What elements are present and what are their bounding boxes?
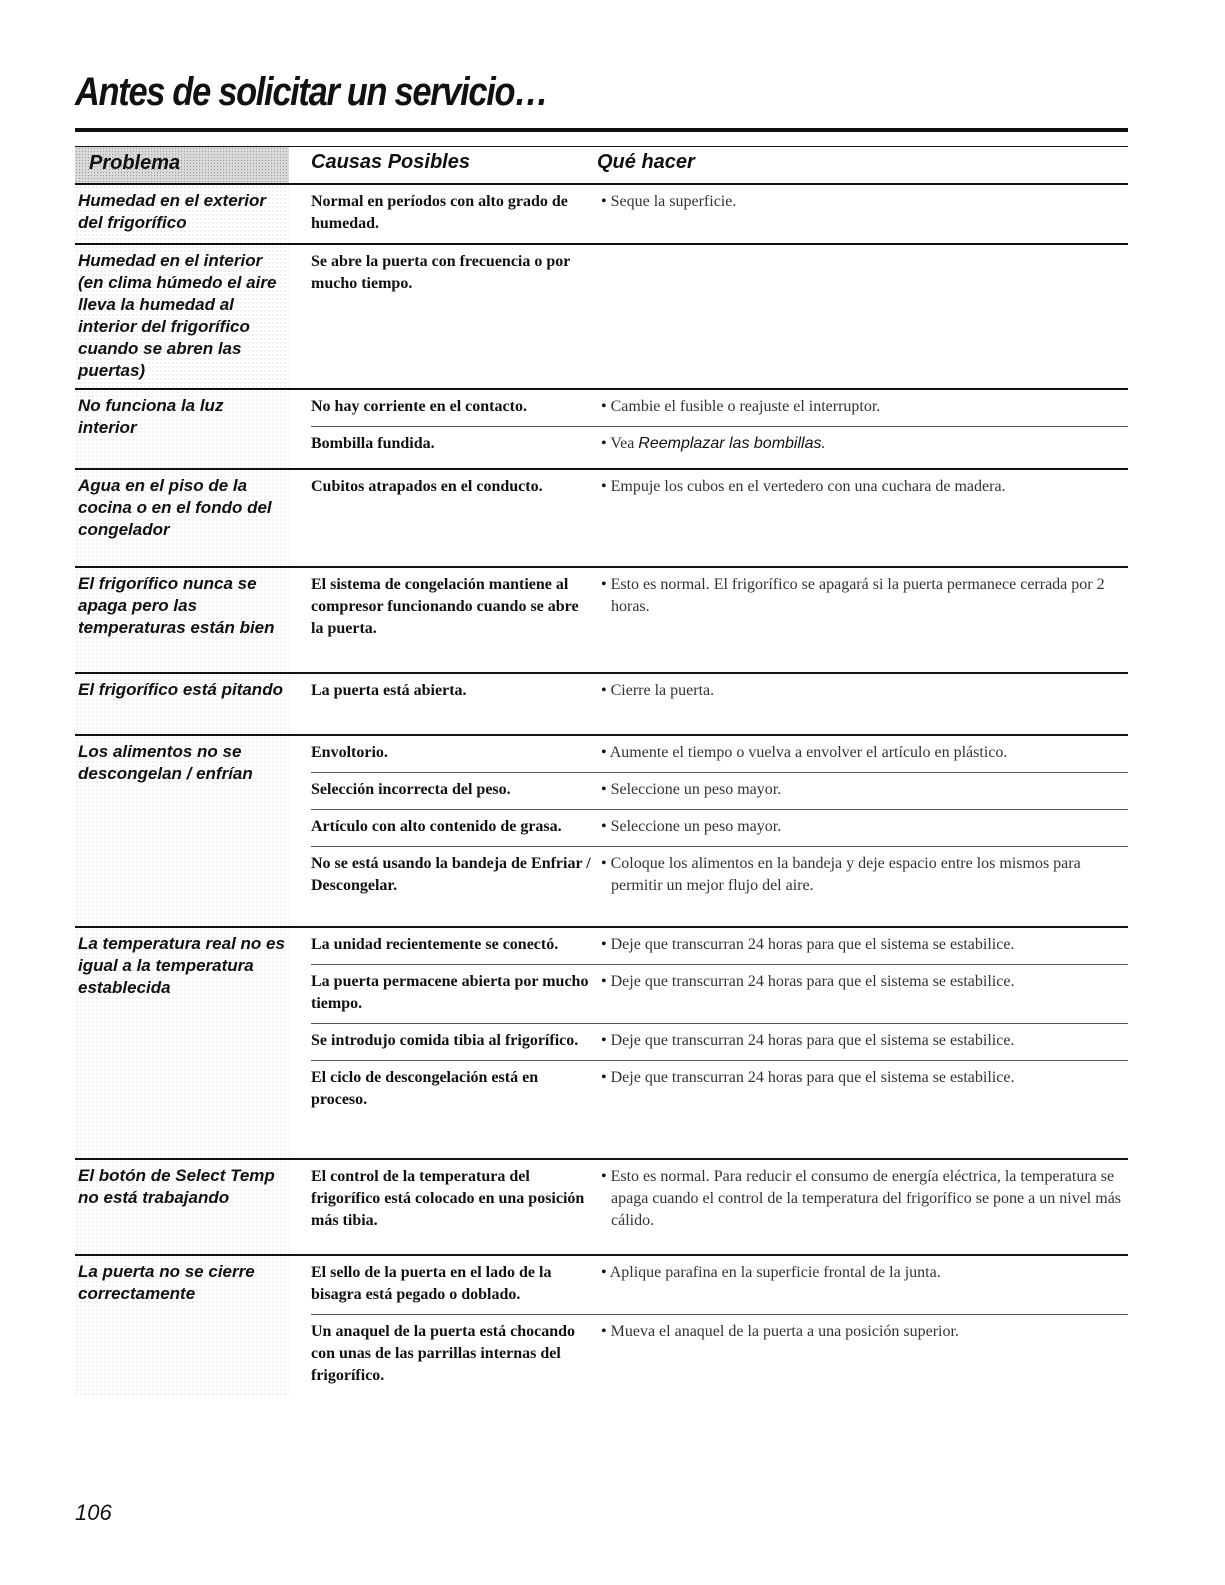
cause-item xyxy=(311,1160,1128,1240)
causes-column xyxy=(289,390,1128,468)
causes-column xyxy=(289,1160,1128,1254)
action-cell xyxy=(597,934,1128,956)
causes-column xyxy=(289,185,1128,243)
causes-column xyxy=(289,674,1128,734)
possible-cause: Un anaquel de la puerta está chocando con unas de las parrillas internas del frigorífico. xyxy=(311,1323,576,1384)
possible-cause: Se abre la puerta con frecuencia o por mucho tiempo. xyxy=(311,253,571,292)
cause-item xyxy=(311,185,1128,243)
possible-cause: La puerta permacene abierta por mucho tiempo. xyxy=(311,973,589,1012)
action-text: Aumente el tiempo o vuelva a envolver el artículo en plástico. xyxy=(609,744,1008,761)
bullet-icon: • xyxy=(601,1323,611,1340)
action-cell xyxy=(597,1321,1128,1387)
table-header xyxy=(75,147,1128,185)
action-text: Esto es normal. Para reducir el consumo de energía eléctrica, la temperatura se apaga cuando el control de la temperatura del frigorífico se pone a un nivel más cálido. xyxy=(610,1168,1122,1229)
bullet-icon: • xyxy=(601,435,611,452)
causes-column xyxy=(289,568,1128,672)
action-cell xyxy=(597,1030,1128,1052)
action-cell xyxy=(597,1166,1128,1232)
possible-cause: No se está usando la bandeja de Enfriar / Descongelar. xyxy=(311,855,591,894)
causes-column xyxy=(289,928,1128,1158)
possible-cause: El sistema de congelación mantiene al compresor funcionando cuando se abre la puerta. xyxy=(311,576,579,637)
cause-item xyxy=(311,1023,1128,1060)
header-causes: Causas Posibles xyxy=(311,151,470,173)
bullet-icon: • xyxy=(601,478,611,495)
bullet-icon: • xyxy=(601,1069,611,1086)
problem-cell: Humedad en el exterior del frigorífico xyxy=(75,185,289,243)
action-cell xyxy=(597,680,1128,702)
action-text: Mueva el anaquel de la puerta a una posición superior. xyxy=(610,1323,959,1340)
page-number: 106 xyxy=(75,1500,112,1525)
possible-cause: Artículo con alto contenido de grasa. xyxy=(311,818,562,835)
bullet-icon: • xyxy=(601,744,610,761)
possible-cause: El ciclo de descongelación está en proceso. xyxy=(311,1069,539,1108)
action-cell xyxy=(597,1262,1128,1306)
bullet-icon: • xyxy=(601,193,611,210)
action-text: Esto es normal. El frigorífico se apagará si la puerta permanece cerrada por 2 horas. xyxy=(610,576,1105,615)
problem-cell: El botón de Select Temp no está trabajando xyxy=(75,1160,289,1254)
causes-column xyxy=(289,245,1128,388)
table-row xyxy=(75,388,1128,468)
possible-cause: Se introdujo comida tibia al frigorífico. xyxy=(311,1032,579,1049)
action-text: Deje que transcurran 24 horas para que el sistema se estabilice. xyxy=(610,936,1015,953)
table-row xyxy=(75,566,1128,672)
cause-item xyxy=(311,1060,1128,1119)
table-row xyxy=(75,1254,1128,1396)
action-cell xyxy=(597,816,1128,838)
cause-item xyxy=(311,846,1128,905)
action-text: Coloque los alimentos en la bandeja y deje espacio entre los mismos para permitir un mejor flujo del aire. xyxy=(610,855,1081,894)
bullet-icon: • xyxy=(601,576,611,593)
bullet-icon: • xyxy=(601,682,611,699)
problem-cell: Los alimentos no se descongelan / enfrían xyxy=(75,736,289,926)
action-cell xyxy=(597,476,1128,498)
cause-item xyxy=(311,390,1128,426)
causes-column xyxy=(289,1256,1128,1396)
bullet-icon: • xyxy=(601,1168,611,1185)
header-problem: Problema xyxy=(75,147,289,183)
bullet-icon: • xyxy=(601,936,611,953)
bullet-icon: • xyxy=(601,398,611,415)
possible-cause: El sello de la puerta en el lado de la bisagra está pegado o doblado. xyxy=(311,1264,552,1303)
table-row xyxy=(75,243,1128,388)
action-cell xyxy=(597,574,1128,640)
action-text: Cierre la puerta. xyxy=(610,682,715,699)
table-row xyxy=(75,734,1128,926)
possible-cause: La puerta está abierta. xyxy=(311,682,467,699)
problem-cell: No funciona la luz interior xyxy=(75,390,289,468)
cause-item xyxy=(311,736,1128,772)
problem-cell: El frigorífico está pitando xyxy=(75,674,289,734)
bullet-icon: • xyxy=(601,781,611,798)
page-title: Antes de solicitar un servicio… xyxy=(75,70,548,114)
cause-item xyxy=(311,426,1128,463)
action-text: Deje que transcurran 24 horas para que el sistema se estabilice. xyxy=(610,1069,1015,1086)
action-cell xyxy=(597,779,1128,801)
header-action: Qué hacer xyxy=(597,151,695,173)
possible-cause: La unidad recientemente se conectó. xyxy=(311,936,559,953)
cause-item xyxy=(311,772,1128,809)
action-text: Vea xyxy=(610,435,635,452)
action-cell xyxy=(597,251,1128,295)
action-text: Seleccione un peso mayor. xyxy=(610,781,782,798)
cause-item xyxy=(311,809,1128,846)
cause-item xyxy=(311,568,1128,648)
bullet-icon: • xyxy=(601,818,611,835)
problem-cell: Agua en el piso de la cocina o en el fondo del congelador xyxy=(75,470,289,566)
action-cell xyxy=(597,191,1128,235)
troubleshooting-table xyxy=(75,185,1128,1396)
action-reference: Reemplazar las bombillas. xyxy=(638,435,826,452)
table-row xyxy=(75,1158,1128,1254)
bullet-icon: • xyxy=(601,973,611,990)
cause-item xyxy=(311,1256,1128,1314)
problem-cell: La puerta no se cierre correctamente xyxy=(75,1256,289,1396)
table-row xyxy=(75,926,1128,1158)
action-text: Seleccione un peso mayor. xyxy=(610,818,782,835)
action-cell xyxy=(597,396,1128,418)
possible-cause: Selección incorrecta del peso. xyxy=(311,781,511,798)
cause-item xyxy=(311,245,1128,303)
table-row xyxy=(75,185,1128,243)
problem-cell: Humedad en el interior (en clima húmedo el aire lleva la humedad al interior del frigorífico cuando se abren las puertas) xyxy=(75,245,289,388)
cause-item xyxy=(311,928,1128,964)
table-row xyxy=(75,672,1128,734)
action-text: Aplique parafina en la superficie frontal de la junta. xyxy=(609,1264,941,1281)
bullet-icon: • xyxy=(601,855,611,872)
action-text: Empuje los cubos en el vertedero con una cuchara de madera. xyxy=(610,478,1006,495)
action-cell xyxy=(597,853,1128,897)
problem-cell: La temperatura real no es igual a la temperatura establecida xyxy=(75,928,289,1158)
title-rule xyxy=(75,128,1128,132)
cause-item xyxy=(311,1314,1128,1395)
possible-cause: No hay corriente en el contacto. xyxy=(311,398,527,415)
action-text: Deje que transcurran 24 horas para que el sistema se estabilice. xyxy=(610,1032,1015,1049)
bullet-icon: • xyxy=(601,1264,610,1281)
action-text: Cambie el fusible o reajuste el interruptor. xyxy=(610,398,881,415)
causes-column xyxy=(289,470,1128,566)
action-cell xyxy=(597,742,1128,764)
cause-item xyxy=(311,964,1128,1023)
problem-cell: El frigorífico nunca se apaga pero las temperaturas están bien xyxy=(75,568,289,672)
action-text: Seque la superficie. xyxy=(610,193,737,210)
possible-cause: El control de la temperatura del frigorífico está colocado en una posición más tibia. xyxy=(311,1168,585,1229)
action-cell xyxy=(597,971,1128,1015)
possible-cause: Bombilla fundida. xyxy=(311,435,435,452)
bullet-icon: • xyxy=(601,1032,611,1049)
action-cell xyxy=(597,1067,1128,1111)
action-text: Deje que transcurran 24 horas para que el sistema se estabilice. xyxy=(610,973,1015,990)
cause-item xyxy=(311,470,1128,506)
possible-cause: Normal en períodos con alto grado de humedad. xyxy=(311,193,568,232)
causes-column xyxy=(289,736,1128,926)
cause-item xyxy=(311,674,1128,710)
action-cell xyxy=(597,433,1128,455)
possible-cause: Envoltorio. xyxy=(311,744,388,761)
possible-cause: Cubitos atrapados en el conducto. xyxy=(311,478,543,495)
table-row xyxy=(75,468,1128,566)
